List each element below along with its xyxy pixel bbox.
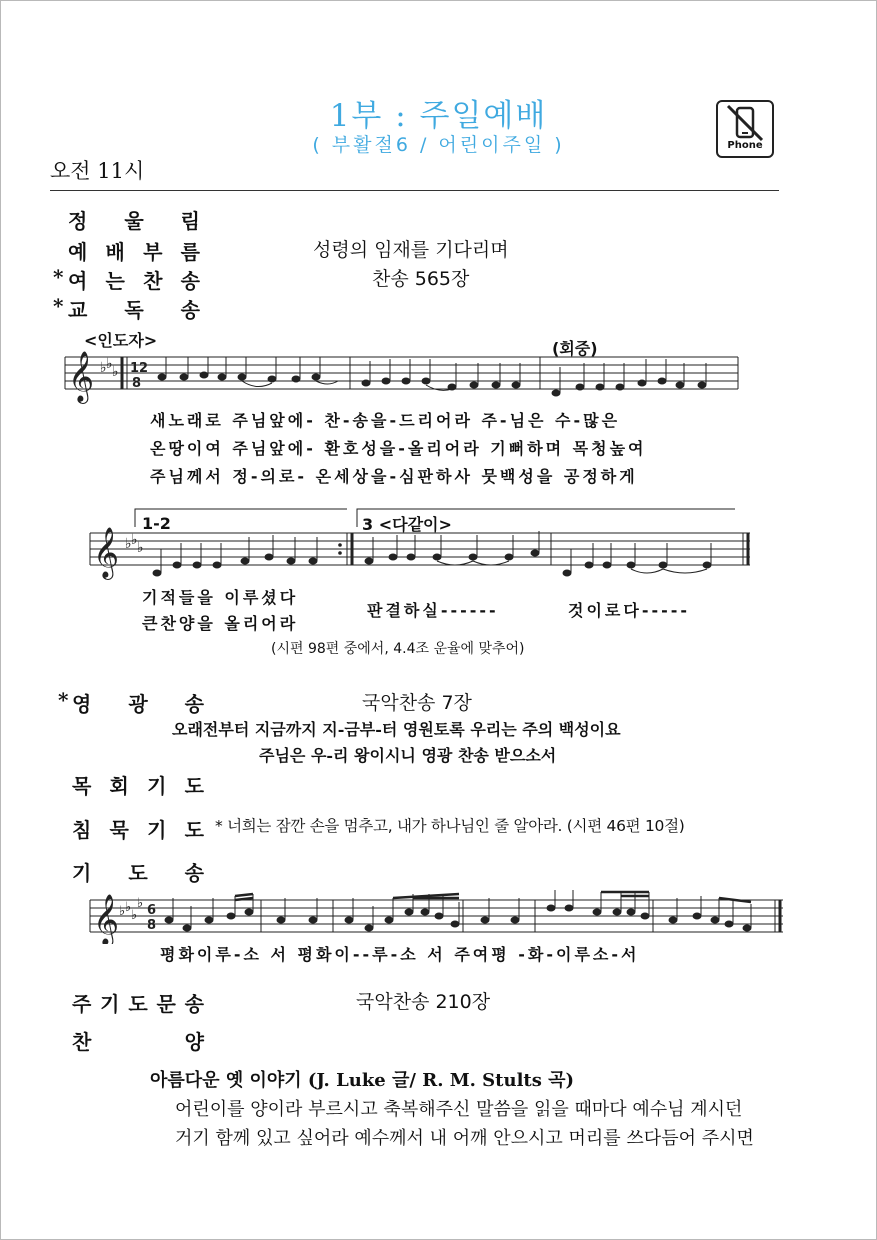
svg-text:12: 12 — [130, 361, 149, 376]
svg-text:♭: ♭ — [106, 356, 113, 372]
svg-text:♭: ♭ — [125, 900, 132, 915]
opening-hymn-content: 찬송 565장 — [372, 268, 470, 290]
svg-text:6: 6 — [147, 903, 157, 918]
music2-lyrics-a-line1: 기적들을 이루셨다 — [142, 588, 299, 607]
svg-text:♭: ♭ — [131, 908, 138, 923]
asterisk-mark: * — [53, 265, 64, 289]
asterisk-mark: * — [53, 294, 64, 318]
svg-text:𝄞: 𝄞 — [68, 351, 95, 402]
asterisk-mark: * — [58, 688, 69, 712]
music1-lyrics-line3: 주님께서 정-의로- 온세상을-심판하사 뭇백성을 공정하게 — [150, 467, 638, 486]
anthem-title: 아름다운 옛 이야기 (J. Luke 글/ R. M. Stults 곡) — [150, 1070, 575, 1091]
ending-1-2-label: 1-2 — [142, 514, 171, 533]
svg-text:8: 8 — [132, 376, 142, 391]
gloria-content: 국악찬송 7장 — [362, 692, 472, 714]
music1-lyrics-line1: 새노래로 주님앞에- 찬-송을-드리어라 주-님은 수-많은 — [150, 411, 621, 430]
phone-label: Phone — [727, 140, 763, 151]
order-label-call-to-worship: 예 배 부 름 — [68, 240, 200, 264]
music-staff-1 — [60, 345, 750, 407]
order-label-gloria: 영 광 송 — [72, 692, 204, 716]
svg-text:♭: ♭ — [100, 360, 107, 376]
anthem-lyrics-line1: 어린이를 양이라 부르시고 축복해주신 말씀을 읽을 때마다 예수님 계시던 — [175, 1099, 743, 1120]
page-title: 1부 : 주일예배 — [329, 98, 548, 134]
svg-text:𝄞: 𝄞 — [93, 894, 120, 944]
leader-label: <인도자> — [84, 331, 158, 350]
anthem-lyrics-line2: 거기 함께 있고 싶어라 예수께서 내 어깨 안으시고 머리를 쓰다듬어 주시면 — [175, 1128, 754, 1149]
order-label-silent-prayer: 침 묵 기 도 — [72, 818, 204, 842]
music2-source: (시편 98편 중에서, 4.4조 운율에 맞추어) — [271, 641, 525, 657]
svg-text:♭: ♭ — [119, 904, 126, 919]
ending-3-label: 3 <다같이> — [362, 515, 452, 534]
lords-prayer-hymn-content: 국악찬송 210장 — [356, 991, 491, 1013]
svg-text:8: 8 — [147, 918, 157, 933]
music1-lyrics-line2: 온땅이여 주님앞에- 환호성을-올리어라 기뻐하며 목청높여 — [150, 439, 647, 458]
service-time: 오전 11시 — [50, 159, 145, 183]
svg-text:♭: ♭ — [112, 364, 119, 380]
order-label-prayer-hymn: 기 도 송 — [72, 861, 204, 885]
order-label-pastoral-prayer: 목 회 기 도 — [72, 774, 204, 798]
music2-lyrics-b: 판결하실------ — [367, 601, 499, 620]
music2-lyrics-c: 것이로다----- — [568, 601, 691, 620]
svg-text:♭: ♭ — [131, 532, 138, 548]
music-staff-3 — [85, 886, 785, 944]
svg-text:♭: ♭ — [125, 536, 132, 552]
order-label-anthem: 찬 양 — [72, 1030, 204, 1054]
page-subtitle: ( 부활절6 / 어린이주일 ) — [312, 134, 565, 156]
order-label-lords-prayer-hymn: 주 기 도 문 송 — [72, 992, 204, 1016]
svg-text:𝄞: 𝄞 — [93, 527, 120, 578]
svg-text:♭: ♭ — [137, 540, 144, 556]
call-to-worship-content: 성령의 임재를 기다리며 — [313, 239, 509, 261]
order-label-opening-hymn: 여 는 찬 송 — [68, 269, 200, 293]
no-phone-icon — [716, 100, 774, 158]
music3-lyrics: 평화이루-소 서 평화이--루-소 서 주여평 -화-이루소-서 — [160, 945, 640, 964]
gloria-line1: 오래전부터 지금까지 지-금부-터 영원토록 우리는 주의 백성이요 — [172, 720, 621, 739]
order-label-responsive-reading: 교 독 송 — [68, 298, 200, 322]
header-divider — [50, 190, 779, 191]
svg-text:♭: ♭ — [137, 896, 144, 911]
silent-prayer-verse: * 너희는 잠깐 손을 멈추고, 내가 하나님인 줄 알아라. (시편 46편 10절) — [215, 817, 685, 835]
order-label-jeongullim: 정 울 림 — [68, 209, 200, 233]
music2-lyrics-a-line2: 큰찬양을 올리어라 — [142, 614, 299, 633]
congregation-label: (회중) — [552, 339, 598, 358]
gloria-line2: 주님은 우-리 왕이시니 영광 찬송 받으소서 — [259, 746, 557, 765]
